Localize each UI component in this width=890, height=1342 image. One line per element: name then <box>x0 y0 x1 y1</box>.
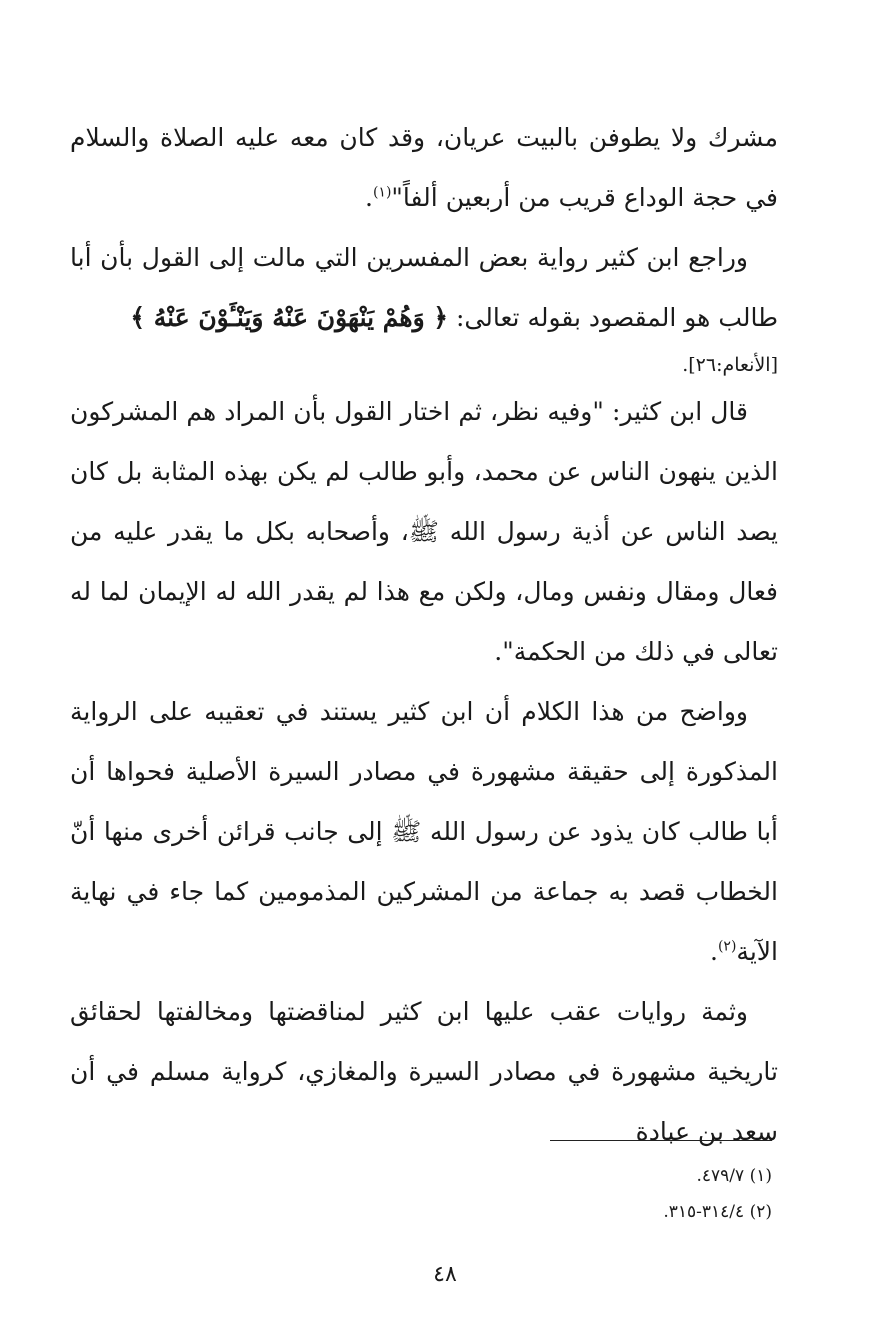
paragraph-4-text: وواضح من هذا الكلام أن ابن كثير يستند في تعقيبه على الرواية المذكورة إلى حقيقة مشهورة في مصادر السيرة الأصلية فحواها أن أبا طالب كان يذود عن رسول الله ﷺ إلى جانب قرائن أخرى منها أنّ الخطاب قصد به جماعة من المشركين المذمومين كما جاء في نهاية الآية <box>70 697 778 966</box>
paragraph-3: قال ابن كثير: "وفيه نظر، ثم اختار القول بأن المراد هم المشركون الذين ينهون الناس عن محمد، وأبو طالب لم يكن بهذه المثابة بل كان يصد الناس عن أذية رسول الله ﷺ، وأصحابه بكل ما يقدر عليه من فعال ومقال ونفس ومال، ولكن مع هذا لم يقدر الله له الإيمان لما له تعالى في ذلك من الحكمة". <box>70 397 778 666</box>
paragraph-1-line-2: حجة الوداع قريب من أربعين ألفاً" <box>391 183 738 212</box>
paragraph-4 <box>70 682 778 982</box>
paragraph-2-text: وراجع ابن كثير رواية بعض المفسرين التي مالت إلى القول بأن أبا طالب هو المقصود بقوله تعالى: <box>70 243 778 332</box>
footnote-1: (١) ٤٧٩/٧. <box>696 1166 772 1186</box>
paragraph-5: وثمة روايات عقب عليها ابن كثير لمناقضتها ومخالفتها لحقائق تاريخية مشهورة في مصادر السيرة والمغازي، كرواية مسلم في أن سعد بن عبادة <box>70 997 778 1146</box>
verse-citation: [الأنعام:٢٦]. <box>682 354 778 376</box>
footnote-ref-2: (٢) <box>717 938 737 955</box>
paragraph-1-end: . <box>365 183 373 212</box>
paragraph-1-line-1: مشرك ولا يطوفن بالبيت عريان، وقد كان معه عليه الصلاة والسلام في <box>70 123 778 212</box>
footnotes <box>372 1158 772 1230</box>
quran-verse: ﴿ وَهُمْ يَنْهَوْنَ عَنْهُ وَيَنْـَٔوْنَ عَنْهُ ﴾ <box>130 303 449 332</box>
paragraph-4-end: . <box>710 937 718 966</box>
main-text <box>70 108 778 1162</box>
footnote-2: (٢) ٣١٤/٤-٣١٥. <box>663 1202 772 1222</box>
paragraph-1 <box>70 108 778 228</box>
footnote-separator <box>550 1140 772 1141</box>
paragraph-2 <box>70 228 778 348</box>
page-number: ٤٨ <box>433 1262 457 1287</box>
footnote-ref-1: (١) <box>372 184 392 201</box>
